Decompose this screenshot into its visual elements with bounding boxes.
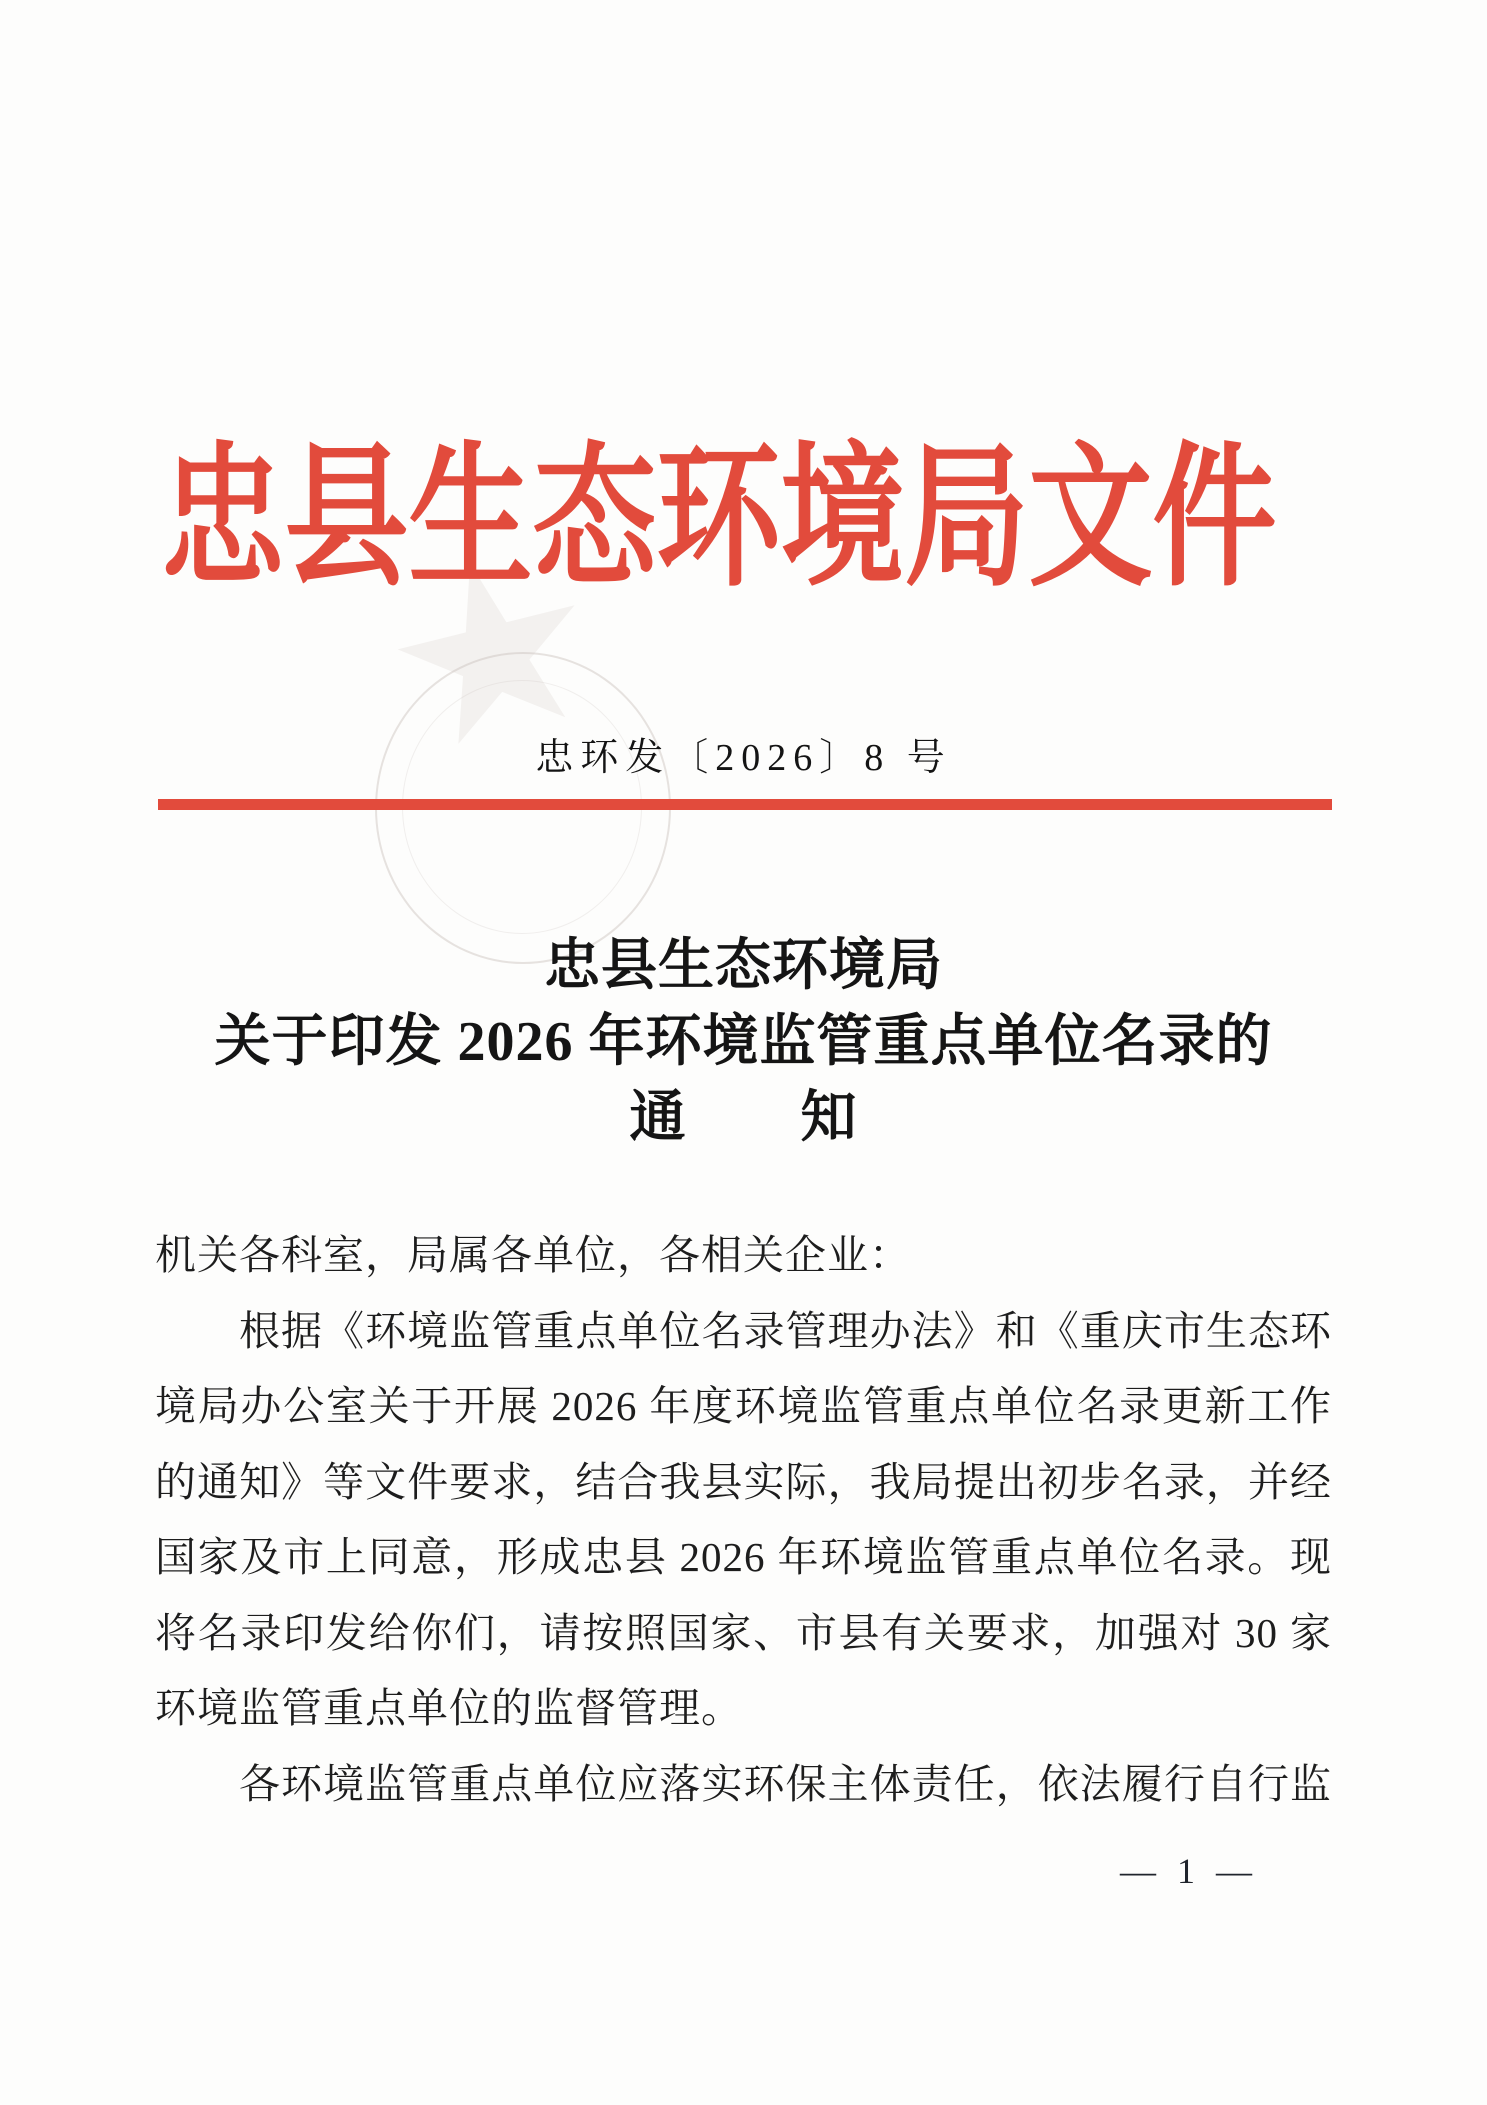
- body-line: 环境监管重点单位的监督管理。: [155, 1685, 743, 1731]
- body-line: 境局办公室关于开展 2026 年度环境监管重点单位名录更新工作: [155, 1383, 1332, 1429]
- letterhead-title: 忠县生态环境局文件: [160, 433, 1277, 605]
- document-subject: [0, 928, 1487, 1156]
- red-divider-line: [158, 799, 1332, 810]
- page-number: — 1 —: [1120, 1851, 1258, 1891]
- salutation-line: 机关各科室，局属各单位，各相关企业：: [155, 1232, 911, 1278]
- document-number: 忠环发〔2026〕8 号: [535, 737, 952, 779]
- subject-notice-line: 通 知: [629, 1087, 858, 1149]
- body-line: 国家及市上同意，形成忠县 2026 年环境监管重点单位名录。现: [155, 1534, 1332, 1580]
- body-line: 将名录印发给你们，请按照国家、市县有关要求，加强对 30 家: [155, 1609, 1332, 1656]
- body-line: 各环境监管重点单位应落实环保主体责任，依法履行自行监: [239, 1760, 1332, 1807]
- subject-title-line: 关于印发 2026 年环境监管重点单位名录的: [214, 1011, 1273, 1073]
- body-line: 根据《环境监管重点单位名录管理办法》和《重庆市生态环: [239, 1307, 1332, 1354]
- subject-issuer-line: 忠县生态环境局: [544, 935, 943, 997]
- body-line: 的通知》等文件要求，结合我县实际，我局提出初步名录，并经: [155, 1458, 1332, 1505]
- document-body: [155, 1218, 1332, 1822]
